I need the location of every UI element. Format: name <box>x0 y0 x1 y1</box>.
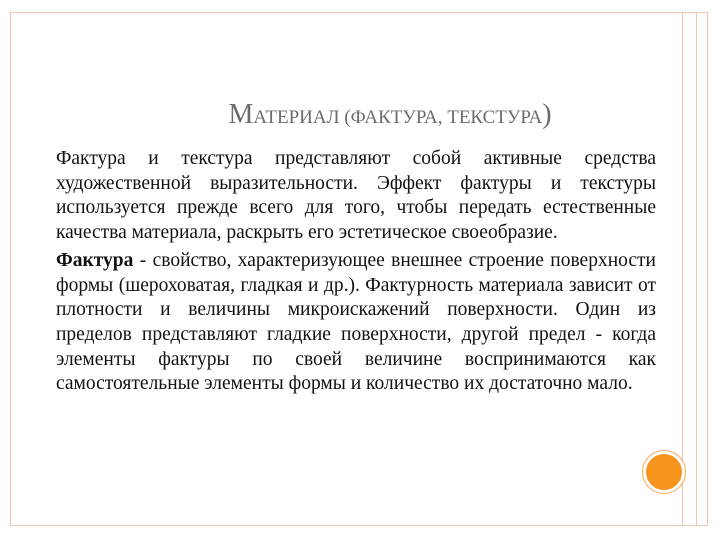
decorative-circle-icon <box>643 451 685 493</box>
title-capital: М <box>228 99 254 130</box>
title-part-2: ФАКТУРА, ТЕКСТУРА <box>350 107 543 128</box>
facture-definition: - свойство, характеризующее внешнее строение поверхности формы (шероховатая, гладкая и др.). Фактурность материала зависит от плотности и величины микроискажений поверхности. Один из пределов представляют гладкие поверхности, другой предел - когда элементы фактуры по своей величине воспринимаются как самостоятельные элементы формы и количество их достаточно мало. <box>56 249 656 395</box>
decorative-side-bar <box>682 12 697 526</box>
term-facture: Фактура <box>56 249 134 271</box>
paragraph-texture: Фактура и текстура представляют собой активные средства художественной выразительности. Эффект фактуры и текстуры используется прежде всего для того, чтобы передать естественные качества материала, раскрыть его эстетическое своеобразие. <box>56 148 656 244</box>
title-part-3: ) <box>542 99 552 130</box>
slide-body <box>56 147 656 400</box>
title-part-1: АТЕРИАЛ ( <box>253 107 351 128</box>
paragraph-facture <box>56 249 656 397</box>
slide-title <box>140 98 640 135</box>
